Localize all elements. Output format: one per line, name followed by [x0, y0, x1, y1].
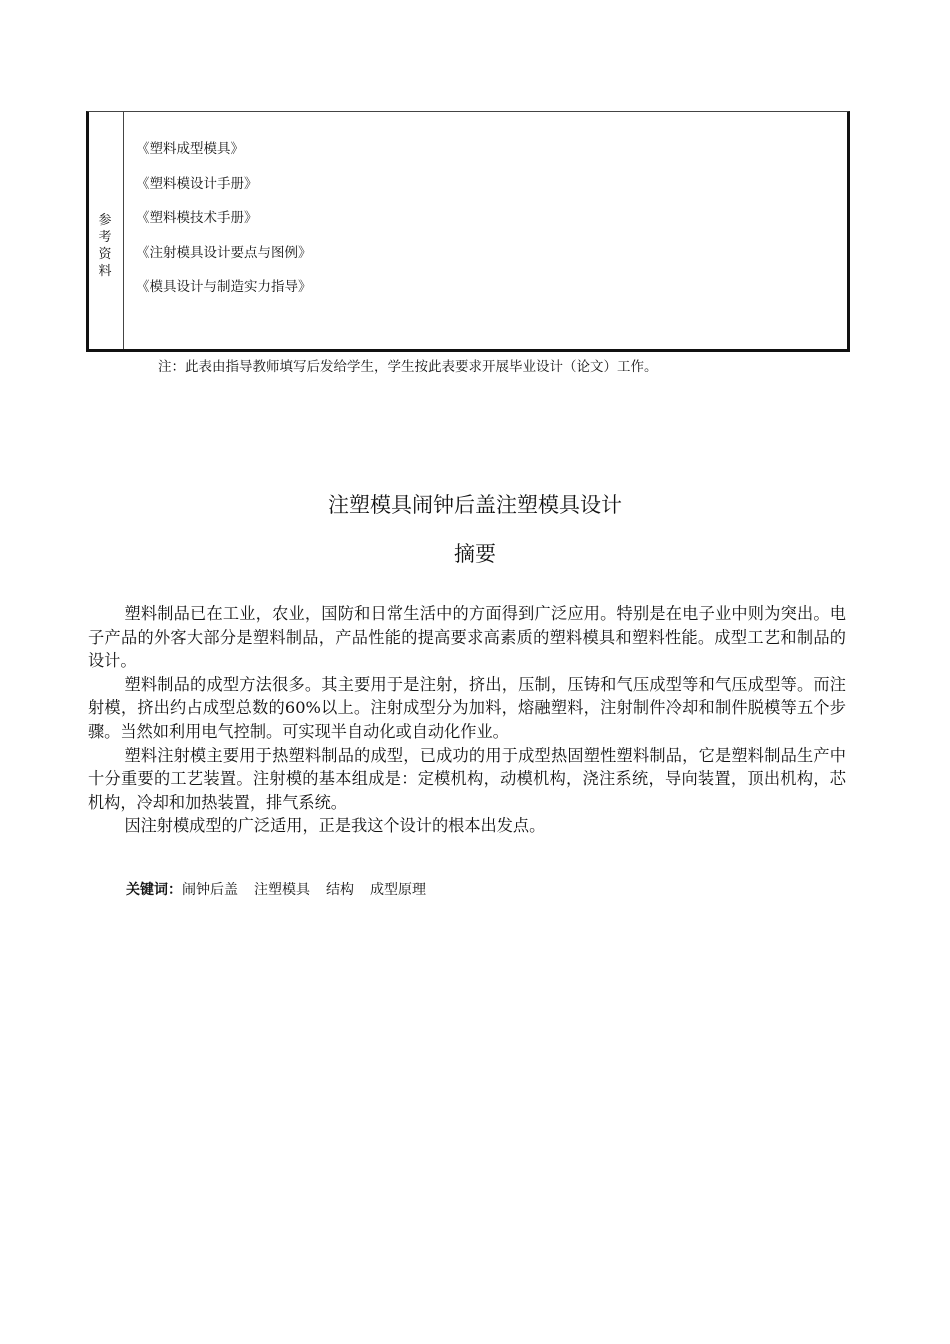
abstract-paragraph: 塑料制品已在工业，农业，国防和日常生活中的方面得到广泛应用。特别是在电子业中则为突出。电子产品的外客大部分是塑料制品，产品性能的提高要求高素质的塑料模具和塑料性能。成型工艺和制品的设计。 [88, 604, 846, 671]
abstract-paragraph: 塑料注射模主要用于热塑料制品的成型，已成功的用于成型热固塑性塑料制品，它是塑料制品生产中十分重要的工艺装置。注射模的基本组成是：定模机构，动模机构，浇注系统，导向装置，顶出机构，芯机构，冷却和加热装置，排气系统。 [88, 745, 846, 812]
keyword: 注塑模具 [254, 882, 310, 898]
reference-label: 参考资料 [98, 213, 112, 279]
keyword: 闹钟后盖 [182, 882, 238, 898]
abstract-heading: 摘要 [454, 542, 496, 566]
table-note: 注：此表由指导教师填写后发给学生，学生按此表要求开展毕业设计（论文）工作。 [158, 359, 658, 375]
abstract-paragraph: 塑料制品的成型方法很多。其主要用于是注射，挤出，压制，压铸和气压成型等和气压成型等。而注射模，挤出约占成型总数的60%以上。注射成型分为加料，熔融塑料，注射制件冷却和制件脱模等五个步骤。当然如利用电气控制。可实现半自动化或自动化作业。 [88, 674, 846, 741]
reference-item: 《塑料成型模具》 [136, 141, 244, 157]
reference-item: 《注射模具设计要点与图例》 [136, 244, 312, 261]
keywords-line [126, 879, 442, 901]
reference-label-cell [89, 112, 124, 349]
keyword: 成型原理 [370, 882, 426, 898]
abstract-paragraph: 因注射模成型的广泛适用，正是我这个设计的根本出发点。 [124, 816, 546, 836]
abstract-body [88, 602, 846, 838]
reference-item: 《模具设计与制造实力指导》 [136, 279, 312, 295]
reference-list [136, 132, 312, 305]
reference-item: 《塑料模设计手册》 [136, 175, 258, 192]
keywords-label: 关键词： [126, 882, 182, 898]
reference-item: 《塑料模技术手册》 [136, 210, 258, 226]
keyword: 结构 [326, 882, 354, 898]
paper-title: 注塑模具闹钟后盖注塑模具设计 [328, 493, 622, 517]
reference-table [86, 111, 850, 352]
